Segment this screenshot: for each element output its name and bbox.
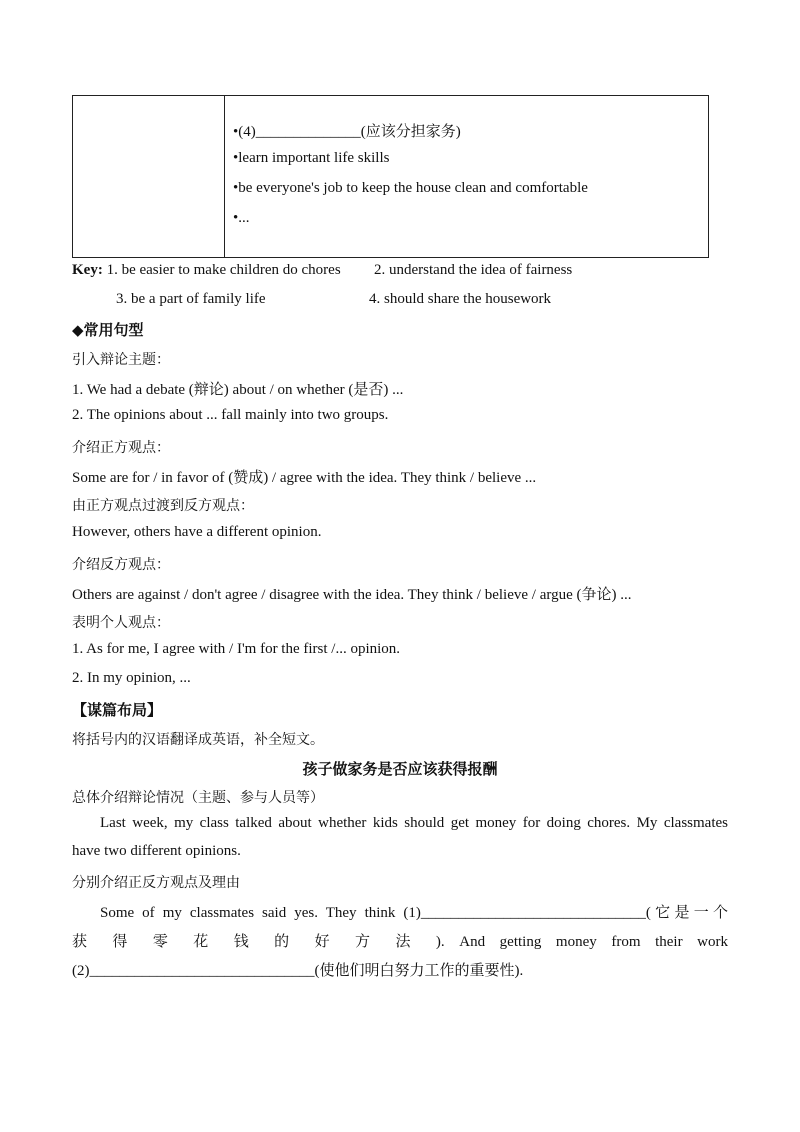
pro-sentence: Some are for / in favor of (赞成) / agree with the idea. They think / believe ... [72, 470, 537, 486]
table-line-4: •(4)______________(应该分担家务) [233, 124, 461, 140]
personal-sentence-2: 2. In my opinion, ... [72, 670, 191, 686]
intro-label: 引入辩论主题： [72, 352, 170, 368]
intro-sentence-2: 2. The opinions about ... fall mainly into two groups. [72, 407, 389, 423]
key-item-4: 4. should share the housework [369, 291, 552, 307]
instruction: 将括号内的汉语翻译成英语，补全短文。 [72, 732, 324, 748]
personal-label: 表明个人观点： [72, 615, 170, 631]
key-row-1 [72, 262, 341, 279]
con-sentence: Others are against / don't agree / disagree with the idea. They think / believe / argue (争论) ... [72, 587, 632, 603]
key-label: Key: [72, 262, 103, 278]
table-line-ellipsis: •... [233, 210, 250, 226]
key-item-2: 2. understand the idea of fairness [374, 262, 573, 278]
para1-line-1: Last week, my class talked about whether kids should get money for doing chores. My classmates [100, 815, 728, 831]
personal-sentence-1: 1. As for me, I agree with / I'm for the first /... opinion. [72, 641, 401, 657]
con-label: 介绍反方观点： [72, 557, 170, 573]
section-heading-sentences: ◆常用句型 [72, 321, 144, 339]
key-item-1: 1. be easier to make children do chores [106, 262, 341, 278]
para1-line-2: have two different opinions. [72, 843, 241, 859]
transition-label: 由正方观点过渡到反方观点： [72, 498, 254, 514]
key-item-3: 3. be a part of family life [116, 291, 266, 307]
para2-line-3: (2)______________________________(使他们明白努力工作的重要性). [72, 963, 524, 979]
section-heading-layout: 【谋篇布局】 [72, 701, 163, 719]
intro-sentence-1: 1. We had a debate (辩论) about / on whether (是否) ... [72, 382, 404, 398]
summary-table [72, 95, 709, 258]
essay-title: 孩子做家务是否应该获得报酬 [302, 760, 498, 778]
table-line-job: •be everyone's job to keep the house clean and comfortable [233, 180, 588, 196]
transition-sentence: However, others have a different opinion. [72, 524, 322, 540]
table-line-skills: •learn important life skills [233, 150, 390, 166]
part1-label: 总体介绍辩论情况（主题、参与人员等） [72, 790, 324, 806]
table-column-divider [224, 96, 225, 257]
pro-label: 介绍正方观点： [72, 440, 170, 456]
part2-label: 分别介绍正反方观点及理由 [72, 875, 240, 891]
para2-line-1: Some of my classmates said yes. They think (1)______________________________(它是一个 [100, 905, 728, 921]
para2-line-2: 获 得 零 花 钱 的 好 方 法 ). And getting money from their work [72, 934, 728, 950]
